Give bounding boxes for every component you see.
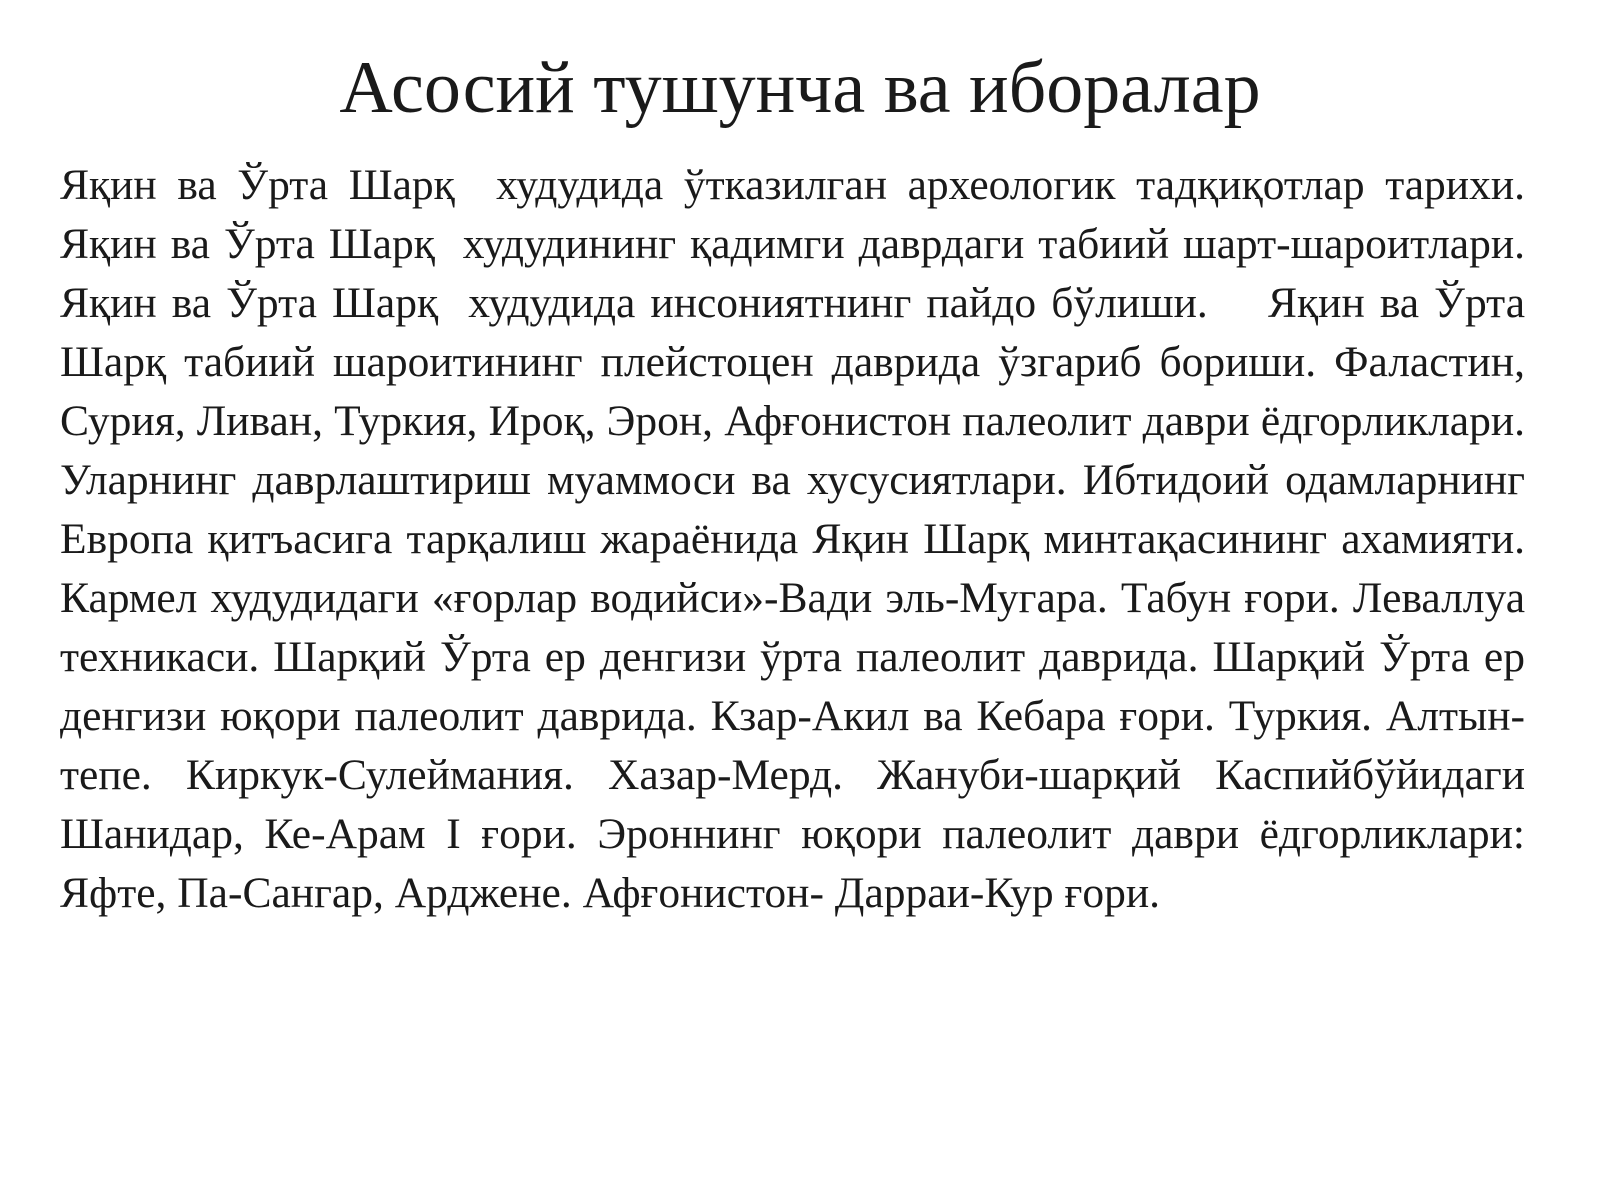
slide-title: Асосий тушунча ва иборалар bbox=[339, 47, 1261, 129]
slide-body-text: Яқин ва Ўрта Шарқ худудида ўтказилган археологик тадқиқотлар тарихи. Яқин ва Ўрта Шарқ худудининг қадимги даврдаги табиий шарт-шароитлари. Яқин ва Ўрта Шарқ худудида инсониятнинг пайдо бўлиши. Яқин ва Ўрта Шарқ табиий шароитининг плейстоцен даврида ўзгариб бориши. Фаластин, Сурия, Ливан, Туркия, Ироқ, Эрон, Афғонистон палеолит даври ёдгорликлари. Уларнинг даврлаштириш муаммоси ва хусусиятлари. Ибтидоий одамларнинг Европа қитъасига тарқалиш жараёнида Яқин Шарқ минтақасининг ахамияти. Кармел худудидаги «ғорлар водийси»-Вади эль-Мугара. Табун ғори. Леваллуа техникаси. Шарқий Ўрта ер денгизи ўрта палеолит даврида. Шарқий Ўрта ер денгизи юқори палеолит даврида. Кзар-Акил ва Кебара ғори. Туркия. Алтын-тепе. Киркук-Сулеймания. Хазар-Мерд. Жануби-шарқий Каспийбўйидаги Шанидар, Ке-Арам I ғори. Эроннинг юқори палеолит даври ёдгорликлари: Яфте, Па-Сангар, Арджене. Афғонистон- Дарраи-Кур ғори. bbox=[60, 161, 1547, 917]
